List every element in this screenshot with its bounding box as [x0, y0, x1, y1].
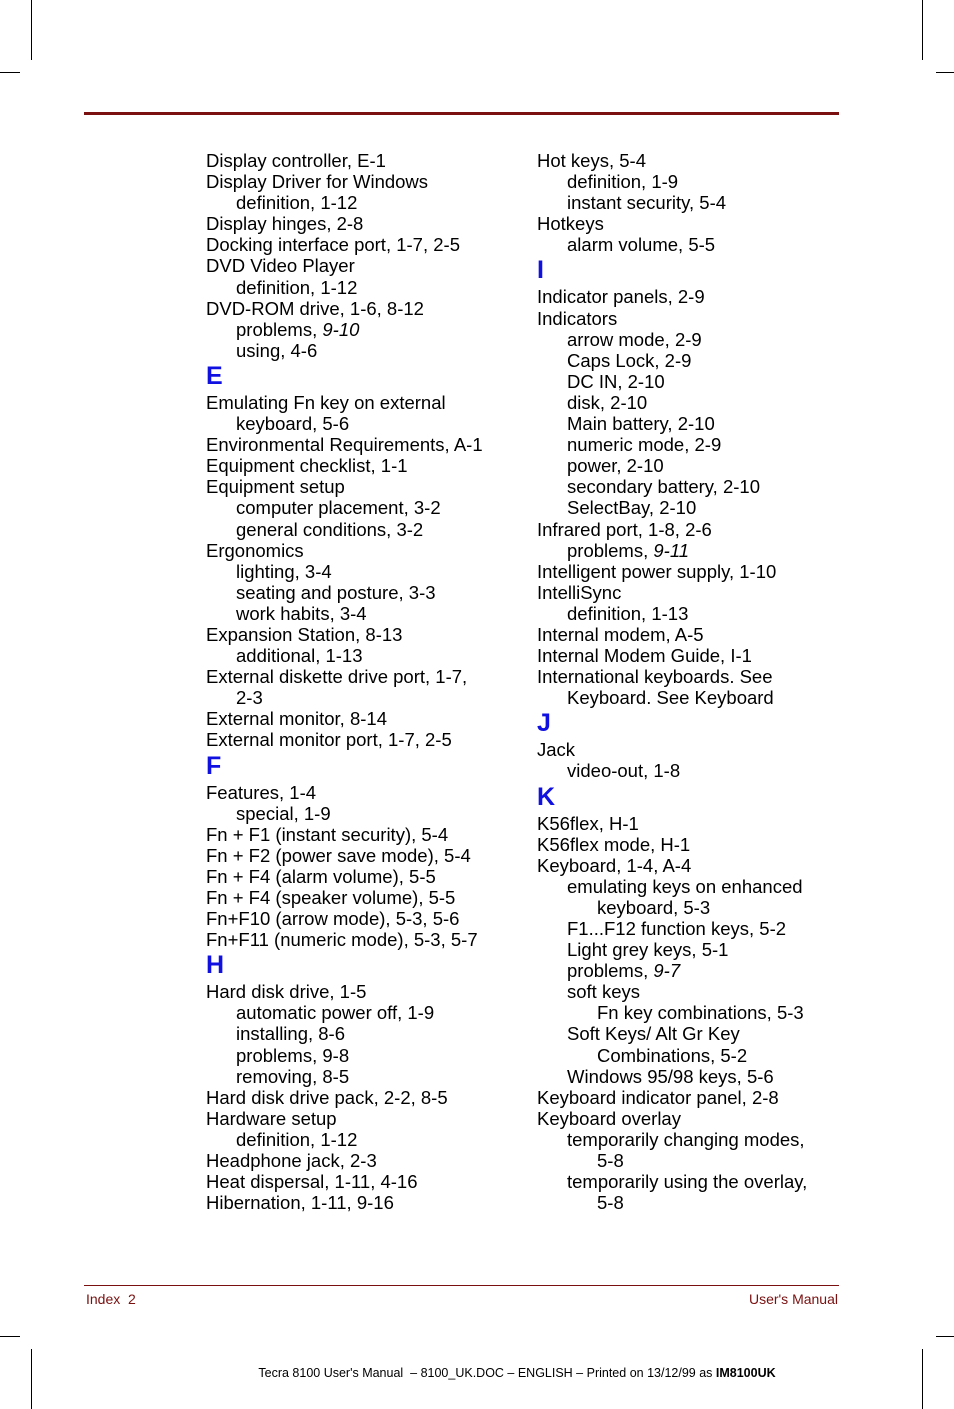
index-entry: [206, 298, 526, 319]
index-entry-text: Hotkeys: [537, 213, 604, 235]
footer-manual-label: User's Manual: [748, 1291, 838, 1307]
index-subentry: [537, 918, 837, 939]
index-subentry: [537, 876, 837, 897]
index-entry-text: Hibernation, 1-11, 9-16: [206, 1192, 394, 1214]
index-entry: [537, 213, 837, 234]
index-entry: [537, 1087, 837, 1108]
index-entry-text: Light grey keys, 5-1: [567, 939, 729, 961]
index-letter-heading: K: [537, 782, 556, 811]
index-subentry: [206, 497, 526, 518]
index-entry-text: Combinations, 5-2: [597, 1044, 748, 1066]
index-entry: [206, 255, 526, 276]
index-entry: [537, 1108, 837, 1129]
index-subentry: [206, 1045, 526, 1066]
index-entry-text: Indicator panels, 2-9: [537, 286, 705, 308]
index-entry: [206, 845, 526, 866]
index-entry-text: Display hinges, 2-8: [206, 213, 364, 235]
index-entry-page-italic: 9-11: [653, 539, 690, 561]
index-entry-text: instant security, 5-4: [567, 192, 727, 214]
index-entry-text: definition, 1-9: [567, 171, 679, 193]
index-subentry: [537, 1066, 837, 1087]
index-entry-text: problems,: [567, 539, 654, 561]
index-entry: [537, 561, 837, 582]
index-entry-text: Hardware setup: [206, 1107, 337, 1129]
index-column-right: [537, 150, 837, 1213]
index-entry-text: video-out, 1-8: [567, 760, 681, 782]
index-entry: [537, 624, 837, 645]
index-entry: [537, 739, 837, 760]
index-entry: [537, 308, 837, 329]
index-subentry: [537, 540, 837, 561]
index-entry-text: Equipment checklist, 1-1: [206, 455, 408, 477]
index-entry-text: Main battery, 2-10: [567, 413, 715, 435]
index-entry-text: definition, 1-12: [236, 276, 358, 298]
index-entry-text: Hard disk drive pack, 2-2, 8-5: [206, 1086, 448, 1108]
index-entry-text: temporarily using the overlay,: [567, 1171, 808, 1193]
index-entry-text: External monitor, 8-14: [206, 708, 387, 730]
index-subentry: [537, 234, 837, 255]
index-entry-text: Expansion Station, 8-13: [206, 623, 403, 645]
index-entry-text: Indicators: [537, 307, 618, 329]
crop-mark: [0, 72, 20, 73]
index-entry: [206, 782, 526, 803]
index-subentry: [537, 1129, 837, 1150]
crop-mark: [31, 0, 32, 60]
index-entry-text: Internal Modem Guide, I-1: [537, 645, 752, 667]
index-entry-text: K56flex mode, H-1: [537, 833, 691, 855]
index-entry-text: Soft Keys/ Alt Gr Key: [567, 1023, 740, 1045]
index-entry-text: work habits, 3-4: [236, 602, 367, 624]
index-subentry: [537, 603, 837, 624]
index-entry-text: Intelligent power supply, 1-10: [537, 560, 777, 582]
index-subentry: [537, 434, 837, 455]
index-entry-text: disk, 2-10: [567, 391, 648, 413]
index-entry: [537, 855, 837, 876]
index-letter-heading: I: [537, 256, 544, 285]
index-entry-text: secondary battery, 2-10: [567, 476, 760, 498]
index-entry-text: Equipment setup: [206, 476, 345, 498]
index-subentry: [206, 192, 526, 213]
index-entry-text: computer placement, 3-2: [236, 497, 441, 519]
index-entry-text: additional, 1-13: [236, 645, 363, 667]
index-entry-text: Windows 95/98 keys, 5-6: [567, 1065, 774, 1087]
index-entry: [537, 582, 837, 603]
index-entry-text: power, 2-10: [567, 455, 664, 477]
index-entry-text: Keyboard. See Keyboard: [567, 687, 774, 709]
index-entry: [537, 150, 837, 171]
index-entry: [206, 908, 526, 929]
index-entry-text: Fn + F4 (speaker volume), 5-5: [206, 887, 456, 908]
index-entry: [206, 887, 526, 908]
index-entry-text: definition, 1-12: [236, 1128, 358, 1150]
index-entry-text: keyboard, 5-6: [236, 413, 350, 435]
index-entry-text: numeric mode, 2-9: [567, 434, 722, 456]
index-entry: [537, 519, 837, 540]
index-subentry: [206, 687, 526, 708]
index-entry-page-italic: 9-10: [322, 318, 360, 340]
index-entry: [206, 929, 526, 950]
index-subentry: [537, 897, 837, 918]
index-subentry: [206, 277, 526, 298]
index-entry-text: installing, 8-6: [236, 1023, 346, 1045]
index-subentry: [537, 371, 837, 392]
index-entry-text: Fn + F4 (alarm volume), 5-5: [206, 865, 436, 887]
index-entry-text: K56flex, H-1: [537, 812, 639, 834]
index-subentry: [537, 413, 837, 434]
index-entry-text: External monitor port, 1-7, 2-5: [206, 729, 452, 751]
index-entry-text: External diskette drive port, 1-7,: [206, 666, 468, 688]
index-entry-text: removing, 8-5: [236, 1065, 350, 1087]
index-subentry: [206, 1023, 526, 1044]
index-subentry: [537, 171, 837, 192]
index-subentry: [206, 340, 526, 361]
index-entry-text: Fn + F1 (instant security), 5-4: [206, 823, 449, 845]
index-entry: [206, 1150, 526, 1171]
index-entry-text: definition, 1-12: [236, 192, 358, 214]
index-entry-text: Headphone jack, 2-3: [206, 1150, 377, 1172]
index-entry-text: Keyboard, 1-4, A-4: [537, 854, 692, 876]
index-subentry: [206, 519, 526, 540]
index-subentry: [537, 329, 837, 350]
index-entry-text: keyboard, 5-3: [597, 896, 711, 918]
index-subentry: [206, 582, 526, 603]
index-entry: [206, 234, 526, 255]
index-entry-text: arrow mode, 2-9: [567, 328, 702, 350]
index-entry: [206, 540, 526, 561]
index-entry-text: general conditions, 3-2: [236, 518, 424, 540]
print-info-text: Tecra 8100 User's Manual – 8100_UK.DOC – ENGLISH – Printed on 13/12/99 as: [258, 1366, 716, 1380]
index-subentry: [537, 960, 837, 981]
index-letter-heading: F: [206, 751, 222, 780]
index-entry: [206, 392, 526, 413]
index-entry: [206, 866, 526, 887]
index-entry: [206, 1087, 526, 1108]
index-entry-text: Hard disk drive, 1-5: [206, 981, 367, 1003]
index-entry: [206, 1108, 526, 1129]
index-entry-text: DVD-ROM drive, 1-6, 8-12: [206, 297, 424, 319]
index-entry-text: temporarily changing modes,: [567, 1128, 805, 1150]
index-subentry: [537, 981, 837, 1002]
index-entry: [206, 1171, 526, 1192]
crop-mark: [936, 1336, 954, 1337]
index-entry: [206, 150, 526, 171]
index-entry: [206, 666, 526, 687]
index-entry-text: IntelliSync: [537, 581, 622, 603]
index-entry: [206, 624, 526, 645]
index-entry: [206, 729, 526, 750]
index-entry-text: DC IN, 2-10: [567, 370, 665, 392]
index-subentry: [206, 413, 526, 434]
index-entry: [537, 813, 837, 834]
header-rule: [84, 112, 839, 115]
index-subentry: [537, 1023, 837, 1044]
index-subentry: [537, 392, 837, 413]
index-entry-text: Keyboard overlay: [537, 1107, 681, 1129]
index-entry-text: emulating keys on enhanced: [567, 875, 803, 897]
index-entry: [206, 708, 526, 729]
crop-mark: [0, 1336, 20, 1337]
index-entry: [206, 455, 526, 476]
index-entry-text: 2-3: [236, 687, 263, 709]
index-entry-text: Fn+F10 (arrow mode), 5-3, 5-6: [206, 908, 460, 930]
index-subentry: [537, 1171, 837, 1192]
index-subentry: [537, 1002, 837, 1023]
index-entry-text: alarm volume, 5-5: [567, 234, 716, 256]
index-subentry: [537, 455, 837, 476]
index-entry-text: soft keys: [567, 981, 640, 1003]
index-entry-text: special, 1-9: [236, 802, 331, 824]
index-letter-heading: E: [206, 361, 223, 390]
index-subentry: [537, 497, 837, 518]
index-entry-text: seating and posture, 3-3: [236, 581, 436, 603]
index-entry-text: DVD Video Player: [206, 255, 355, 277]
index-subentry: [537, 350, 837, 371]
index-entry-text: Ergonomics: [206, 539, 304, 561]
index-entry-text: Display controller, E-1: [206, 150, 386, 171]
index-entry: [537, 834, 837, 855]
index-subentry: [537, 1192, 837, 1213]
index-subentry: [537, 192, 837, 213]
index-entry-text: Docking interface port, 1-7, 2-5: [206, 234, 460, 256]
index-entry-text: Heat dispersal, 1-11, 4-16: [206, 1171, 418, 1193]
index-entry: [206, 1192, 526, 1213]
index-entry-text: 5-8: [597, 1150, 624, 1172]
index-subentry: [537, 760, 837, 781]
index-entry-text: Fn + F2 (power save mode), 5-4: [206, 844, 471, 866]
index-entry-text: problems, 9-8: [236, 1044, 350, 1066]
footer-rule: [84, 1285, 839, 1286]
index-subentry: [537, 1045, 837, 1066]
index-entry-text: 5-8: [597, 1192, 624, 1214]
index-entry-text: F1...F12 function keys, 5-2: [567, 918, 787, 939]
index-entry-text: Features, 1-4: [206, 781, 317, 803]
footer-page-label: Index 2: [86, 1291, 136, 1307]
index-subentry: [537, 1150, 837, 1171]
index-entry-text: International keyboards. See: [537, 666, 773, 688]
index-entry-text: Fn+F11 (numeric mode), 5-3, 5-7: [206, 929, 478, 951]
index-subentry: [206, 1002, 526, 1023]
index-entry-text: Keyboard indicator panel, 2-8: [537, 1086, 779, 1108]
index-subentry: [537, 476, 837, 497]
index-entry-text: Fn key combinations, 5-3: [597, 1002, 804, 1024]
crop-mark: [922, 0, 923, 60]
index-entry-text: Environmental Requirements, A-1: [206, 434, 483, 456]
print-info-code: IM8100UK: [715, 1366, 776, 1380]
index-subentry: [206, 645, 526, 666]
index-entry-text: Jack: [537, 739, 576, 761]
index-letter-heading: J: [537, 709, 551, 738]
index-entry: [206, 476, 526, 497]
index-entry-text: Internal modem, A-5: [537, 623, 704, 645]
index-entry-text: Emulating Fn key on external: [206, 391, 446, 413]
index-entry-text: automatic power off, 1-9: [236, 1002, 435, 1024]
index-entry-text: Infrared port, 1-8, 2-6: [537, 518, 712, 540]
index-subentry: [206, 1129, 526, 1150]
index-subentry: [206, 803, 526, 824]
index-subentry: [206, 1066, 526, 1087]
index-entry-text: definition, 1-13: [567, 602, 689, 624]
index-subentry: [206, 319, 526, 340]
index-entry: [206, 434, 526, 455]
index-subentry: [537, 687, 837, 708]
print-info-line: [0, 1366, 954, 1380]
index-entry: [537, 666, 837, 687]
index-entry-text: using, 4-6: [236, 339, 318, 361]
index-entry: [537, 286, 837, 307]
index-letter-heading: H: [206, 951, 225, 980]
index-entry: [206, 171, 526, 192]
index-entry-text: Display Driver for Windows: [206, 171, 429, 193]
index-entry: [206, 981, 526, 1002]
index-subentry: [537, 939, 837, 960]
index-entry-text: lighting, 3-4: [236, 560, 332, 582]
index-entry: [206, 824, 526, 845]
index-entry: [206, 213, 526, 234]
index-entry-text: problems,: [236, 318, 323, 340]
index-entry-text: Caps Lock, 2-9: [567, 349, 692, 371]
index-column-left: [206, 150, 526, 1213]
index-entry-text: problems,: [567, 960, 654, 982]
index-entry-page-italic: 9-7: [653, 960, 681, 982]
index-entry: [537, 645, 837, 666]
index-subentry: [206, 603, 526, 624]
index-entry-text: SelectBay, 2-10: [567, 497, 697, 519]
index-subentry: [206, 561, 526, 582]
crop-mark: [936, 72, 954, 73]
index-entry-text: Hot keys, 5-4: [537, 150, 646, 171]
